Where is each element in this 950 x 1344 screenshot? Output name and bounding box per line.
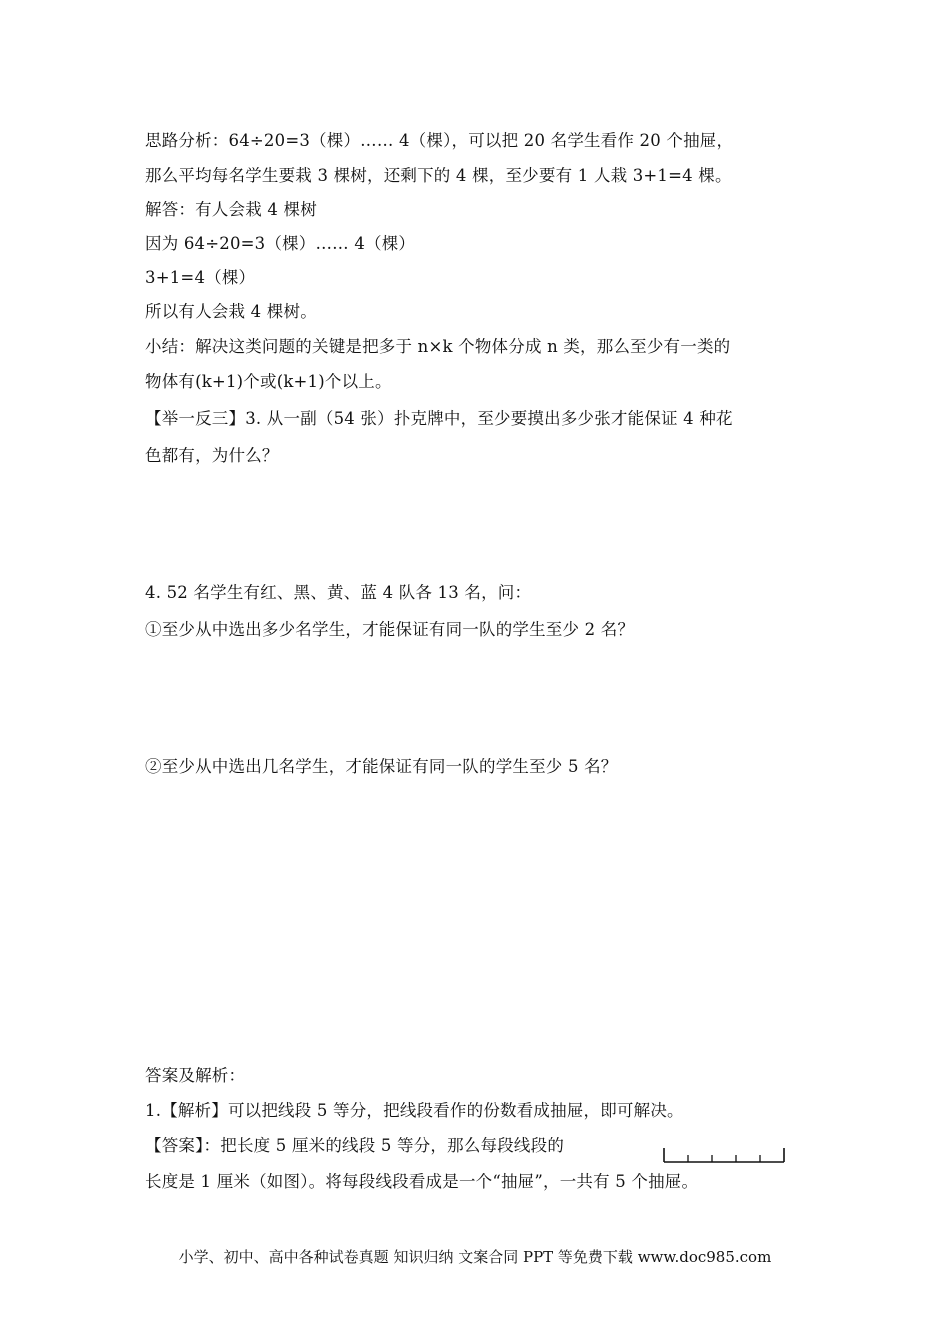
exercise-4-line: 4. 52 名学生有红、黑、黄、蓝 4 队各 13 名，问：: [145, 583, 532, 602]
answer-line-3: 3+1=4（棵）: [145, 268, 256, 287]
summary-line-2: 物体有(k+1)个或(k+1)个以上。: [145, 372, 392, 391]
answers-heading: 答案及解析：: [145, 1066, 246, 1085]
analysis-line-1: 思路分析：64÷20=3（棵）…… 4（棵），可以把 20 名学生看作 20 个抽屉，: [145, 131, 734, 150]
summary-line-1: 小结：解决这类问题的关键是把多于 n×k 个物体分成 n 类，那么至少有一类的: [145, 337, 731, 356]
answer-1-analysis: 1.【解析】可以把线段 5 等分，把线段看作的份数看成抽屉，即可解决。: [145, 1101, 684, 1120]
page-footer: 小学、初中、高中各种试卷真题 知识归纳 文案合同 PPT 等免费下载 www.doc985.com: [178, 1248, 772, 1266]
line-segment-figure: [662, 1142, 786, 1166]
exercise-3-line-1: 【举一反三】3. 从一副（54 张）扑克牌中，至少要摸出多少张才能保证 4 种花: [145, 409, 733, 428]
answer-1-answer-line-2: 长度是 1 厘米（如图）。将每段线段看成是一个“抽屉”，一共有 5 个抽屉。: [145, 1172, 699, 1191]
analysis-line-2: 那么平均每名学生要栽 3 棵树，还剩下的 4 棵，至少要有 1 人栽 3+1=4 棵。: [145, 166, 732, 185]
answer-line-4: 所以有人会栽 4 棵树。: [145, 302, 317, 321]
answer-line-1: 解答：有人会栽 4 棵树: [145, 200, 317, 219]
exercise-4-question-2: ②至少从中选出几名学生，才能保证有同一队的学生至少 5 名？: [145, 757, 618, 776]
exercise-4-question-1: ①至少从中选出多少名学生，才能保证有同一队的学生至少 2 名？: [145, 620, 635, 639]
answer-line-2: 因为 64÷20=3（棵）…… 4（棵）: [145, 234, 416, 253]
answer-1-answer-line-1: 【答案】：把长度 5 厘米的线段 5 等分，那么每段线段的: [145, 1136, 565, 1155]
exercise-3-line-2: 色都有，为什么？: [145, 446, 279, 465]
